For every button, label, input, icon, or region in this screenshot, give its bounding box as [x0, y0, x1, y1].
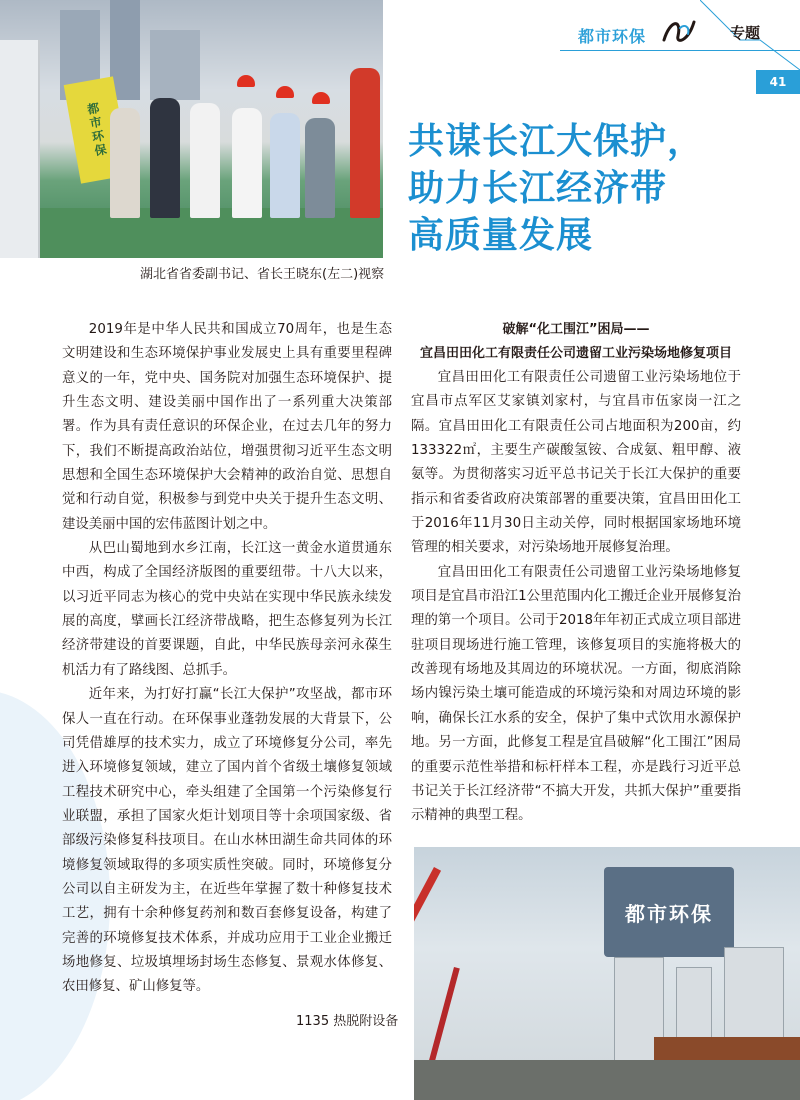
helmet: [237, 75, 255, 87]
person: [190, 103, 220, 218]
van: [0, 40, 40, 258]
section-tag: 专题: [730, 24, 761, 42]
headline-line-3: 高质量发展: [408, 215, 594, 256]
brand-name: 都市环保: [578, 27, 647, 46]
subhead-1: 破解“化工围江”困局——: [502, 322, 650, 337]
caption-top: 湖北省省委副书记、省长王晓东(左二)视察: [140, 267, 385, 282]
sign-text: 都市环保: [625, 901, 713, 926]
helmet: [312, 92, 330, 104]
building: [150, 30, 200, 100]
flag-text: 都市环保: [84, 101, 109, 159]
equipment-sign: [604, 867, 734, 957]
subhead-2: 宜昌田田化工有限责任公司遗留工业污染场地修复项目: [419, 346, 732, 361]
silo: [724, 947, 784, 1047]
left-column: [62, 318, 392, 1000]
headline-line-2: 助力长江经济带: [408, 168, 668, 209]
person: [150, 98, 180, 218]
page-number: 41: [756, 70, 800, 94]
helmet: [276, 86, 294, 98]
headline-line-1: 共谋长江大保护，: [408, 121, 705, 162]
paragraph: 近年来，为打好打赢“长江大保护”攻坚战，都市环保人一直在行动。在环保事业蓬勃发展的大背景下，公司凭借雄厚的技术实力，成立了环境修复分公司，率先进入环境修复领域，建立了国内首个省级土壤修复领域工程技术研究中心，牵头组建了全国第一个污染修复行业联盟，承担了国家火炬计划项目等十余项国家级、省部级污染修复科技项目。在山水林田湖生命共同体的环境修复领域取得的多项实质性突破。同时，环境修复分公司以自主研发为主，在近些年掌握了数十种修复技术工艺，拥有十余种修复药剂和数百套修复设备，构建了完善的环境修复技术体系，并成功应用于工业企业搬迁场地修复、垃圾填埋场封场生态修复、景观水体修复、农田修复、矿山修复等。: [62, 687, 392, 995]
photo-equipment: [414, 847, 800, 1100]
person: [232, 108, 262, 218]
person: [270, 113, 300, 218]
photo-inspection: [0, 0, 383, 258]
headline: [408, 118, 748, 259]
person: [350, 68, 380, 218]
caption-bottom: 1135 热脱附设备: [296, 1014, 399, 1029]
paragraph: 2019年是中华人民共和国成立70周年，也是生态文明建设和生态环境保护事业发展史上具有重要里程碑意义的一年，党中央、国务院对加强生态环境保护、提升生态文明、建设美丽中国作出了一系列重大决策部署。作为具有责任意识的环保企业，在过去几年的努力下，我们不断提高政治站位，增强贯彻习近平生态文明思想和全国生态环境保护大会精神的政治自觉、思想自觉和行动自觉，积极参与到党中央关于提升生态文明、建设美丽中国的宏伟蓝图计划之中。: [62, 322, 392, 532]
person: [305, 118, 335, 218]
paragraph: 从巴山蜀地到水乡江南，长江这一黄金水道贯通东中西，构成了全国经济版图的重要纽带。十八大以来，以习近平同志为核心的党中央站在实现中华民族永续发展的高度，擘画长江经济带战略，把生态修复列为长江经济带建设的首要课题，自此，中华民族母亲河永葆生机活力有了路线图、总抓手。: [62, 541, 392, 678]
right-column: [411, 318, 741, 829]
paragraph: 宜昌田田化工有限责任公司遗留工业污染场地修复项目是宜昌市沿江1公里范围内化工搬迁企业开展修复治理的第一个项目。公司于2018年年初正式成立项目部进驻项目现场进行施工管理，该修复项目的实施将极大的改善现有场地及其周边的环境状况。一方面，彻底消除场内镍污染土壤可能造成的环境污染和对周边环境的影响，确保长江水系的安全，保护了集中式饮用水源保护地。另一方面，此修复工程是宜昌破解“化工围江”困局的重要示范性举措和标杆样本工程，亦是践行习近平总书记关于长江经济带“不搞大开发，共抓大保护”重要指示精神的典型工程。: [411, 564, 741, 824]
person: [110, 108, 140, 218]
paragraph: 宜昌田田化工有限责任公司遗留工业污染场地位于宜昌市点军区艾家镇刘家村，与宜昌市伍家岗一江之隔。宜昌田田化工有限责任公司占地面积为200亩，约133322㎡，主要生产碳酸氢铵、合成氨、粗甲醇、液氨等。为贯彻落实习近平总书记关于长江大保护的重要指示和省委省政府决策部署的重要决策，宜昌田田化工于2016年11月30日主动关停，同时根据国家场地环境管理的相关要求，对污染场地开展修复治理。: [411, 370, 741, 556]
brand-logo-icon: [660, 14, 700, 48]
ground: [414, 1060, 800, 1100]
